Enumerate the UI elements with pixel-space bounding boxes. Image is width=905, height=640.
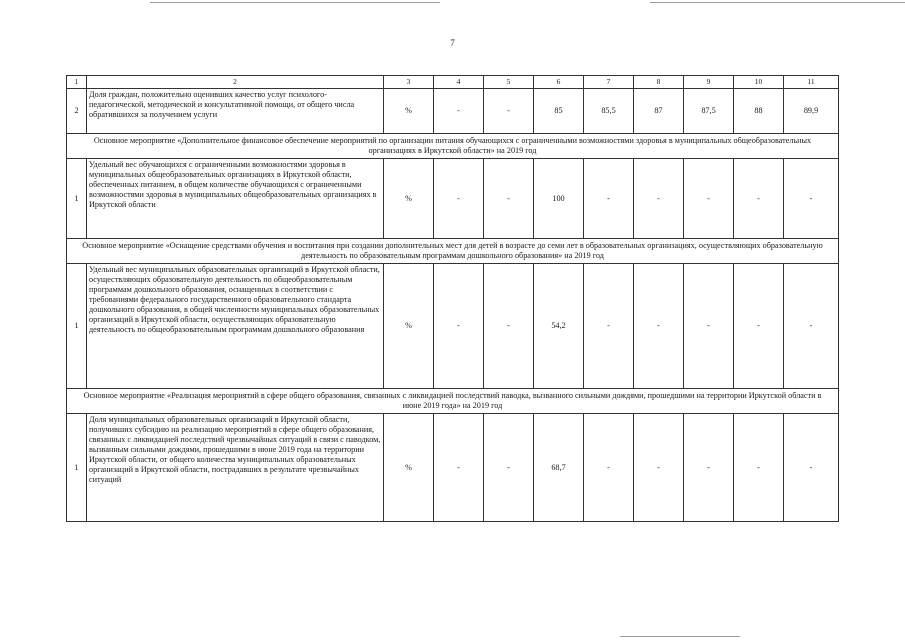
value-cell: 87,5 xyxy=(684,89,734,134)
value-cell: 85 xyxy=(534,89,584,134)
table-row xyxy=(67,159,839,239)
value-cell: - xyxy=(734,264,784,389)
section-header-row xyxy=(67,239,839,264)
value-cell: - xyxy=(484,264,534,389)
unit-cell: % xyxy=(384,89,434,134)
column-header: 3 xyxy=(384,76,434,89)
value-cell: 54,2 xyxy=(534,264,584,389)
value-cell: - xyxy=(684,414,734,522)
value-cell: - xyxy=(734,159,784,239)
value-cell: - xyxy=(484,89,534,134)
column-header: 1 xyxy=(67,76,87,89)
value-cell: - xyxy=(634,264,684,389)
section-header-row xyxy=(67,134,839,159)
value-cell: 85,5 xyxy=(584,89,634,134)
value-cell: - xyxy=(434,89,484,134)
value-cell: - xyxy=(784,159,839,239)
value-cell: - xyxy=(784,414,839,522)
unit-cell: % xyxy=(384,264,434,389)
value-cell: - xyxy=(434,264,484,389)
column-header: 9 xyxy=(684,76,734,89)
column-header: 8 xyxy=(634,76,684,89)
section-heading: Основное мероприятие «Реализация мероприятий в сфере общего образования, связанных с ликвидацией последствий паводка, вызванного сильными дождями, прошедшими на территории Иркутской области в июне 2019 года» на 2019 год xyxy=(67,389,839,414)
indicator-description: Удельный вес обучающихся с ограниченными возможностями здоровья в муниципальных общеобразовательных организациях в Иркутской области, обеспеченных питанием, в общем количестве обучающихся с ограниченными возможностями здоровья в муниципальных общеобразовательных организациях в Иркутской области xyxy=(87,159,384,239)
value-cell: 100 xyxy=(534,159,584,239)
value-cell: - xyxy=(584,159,634,239)
column-header: 7 xyxy=(584,76,634,89)
value-cell: - xyxy=(684,264,734,389)
scan-line-top-left xyxy=(150,2,440,3)
value-cell: - xyxy=(634,159,684,239)
page-number: 7 xyxy=(450,38,455,48)
value-cell: 68,7 xyxy=(534,414,584,522)
value-cell: - xyxy=(584,264,634,389)
value-cell: - xyxy=(684,159,734,239)
section-heading: Основное мероприятие «Дополнительное финансовое обеспечение мероприятий по организации питания обучающихся с ограниченными возможностями здоровья в муниципальных общеобразовательных организациях в Иркутской области» на 2019 год xyxy=(67,134,839,159)
value-cell: - xyxy=(634,414,684,522)
row-number: 1 xyxy=(67,159,87,239)
table-row xyxy=(67,414,839,522)
column-header: 2 xyxy=(87,76,384,89)
row-number: 2 xyxy=(67,89,87,134)
indicator-description: Удельный вес муниципальных образовательных организаций в Иркутской области, осуществляющих образовательную деятельность по общеобразовательным программам дошкольного образования, оснащенных в соответствии с требованиями федерального государственного образовательного стандарта дошкольного образования, в общей численности муниципальных образовательных организаций в Иркутской области, осуществляющих образовательную деятельность по общеобразовательным программам дошкольного образования xyxy=(87,264,384,389)
column-number-row xyxy=(67,76,839,89)
value-cell: 89,9 xyxy=(784,89,839,134)
column-header: 5 xyxy=(484,76,534,89)
section-heading: Основное мероприятие «Оснащение средствами обучения и воспитания при создании дополнительных мест для детей в возрасте до семи лет в образовательных организациях, осуществляющих образовательную деятельность по образовательным программам дошкольного образования» на 2019 год xyxy=(67,239,839,264)
column-header: 4 xyxy=(434,76,484,89)
scan-line-bottom xyxy=(620,636,740,637)
row-number: 1 xyxy=(67,264,87,389)
value-cell: 87 xyxy=(634,89,684,134)
indicators-table xyxy=(66,75,839,522)
value-cell: 88 xyxy=(734,89,784,134)
unit-cell: % xyxy=(384,414,434,522)
column-header: 11 xyxy=(784,76,839,89)
column-header: 10 xyxy=(734,76,784,89)
table-row xyxy=(67,89,839,134)
value-cell: - xyxy=(434,414,484,522)
value-cell: - xyxy=(484,414,534,522)
row-number: 1 xyxy=(67,414,87,522)
table-row xyxy=(67,264,839,389)
value-cell: - xyxy=(434,159,484,239)
unit-cell: % xyxy=(384,159,434,239)
scan-line-top-right xyxy=(650,2,905,3)
indicator-description: Доля граждан, положительно оценивших качество услуг психолого-педагогической, методической и консультативной помощи, от общего числа обратившихся за получением услуги xyxy=(87,89,384,134)
value-cell: - xyxy=(734,414,784,522)
value-cell: - xyxy=(484,159,534,239)
section-header-row xyxy=(67,389,839,414)
column-header: 6 xyxy=(534,76,584,89)
value-cell: - xyxy=(584,414,634,522)
value-cell: - xyxy=(784,264,839,389)
indicator-description: Доля муниципальных образовательных организаций в Иркутской области, получивших субсидию на реализацию мероприятий в сфере общего образования, связанных с ликвидацией последствий чрезвычайных ситуаций в связи с паводком, вызванным сильными дождями, прошедшими в июне 2019 года на территории Иркутской области, от общего количества муниципальных образовательных организаций в Иркутской области, пострадавших в результате чрезвычайных ситуаций xyxy=(87,414,384,522)
